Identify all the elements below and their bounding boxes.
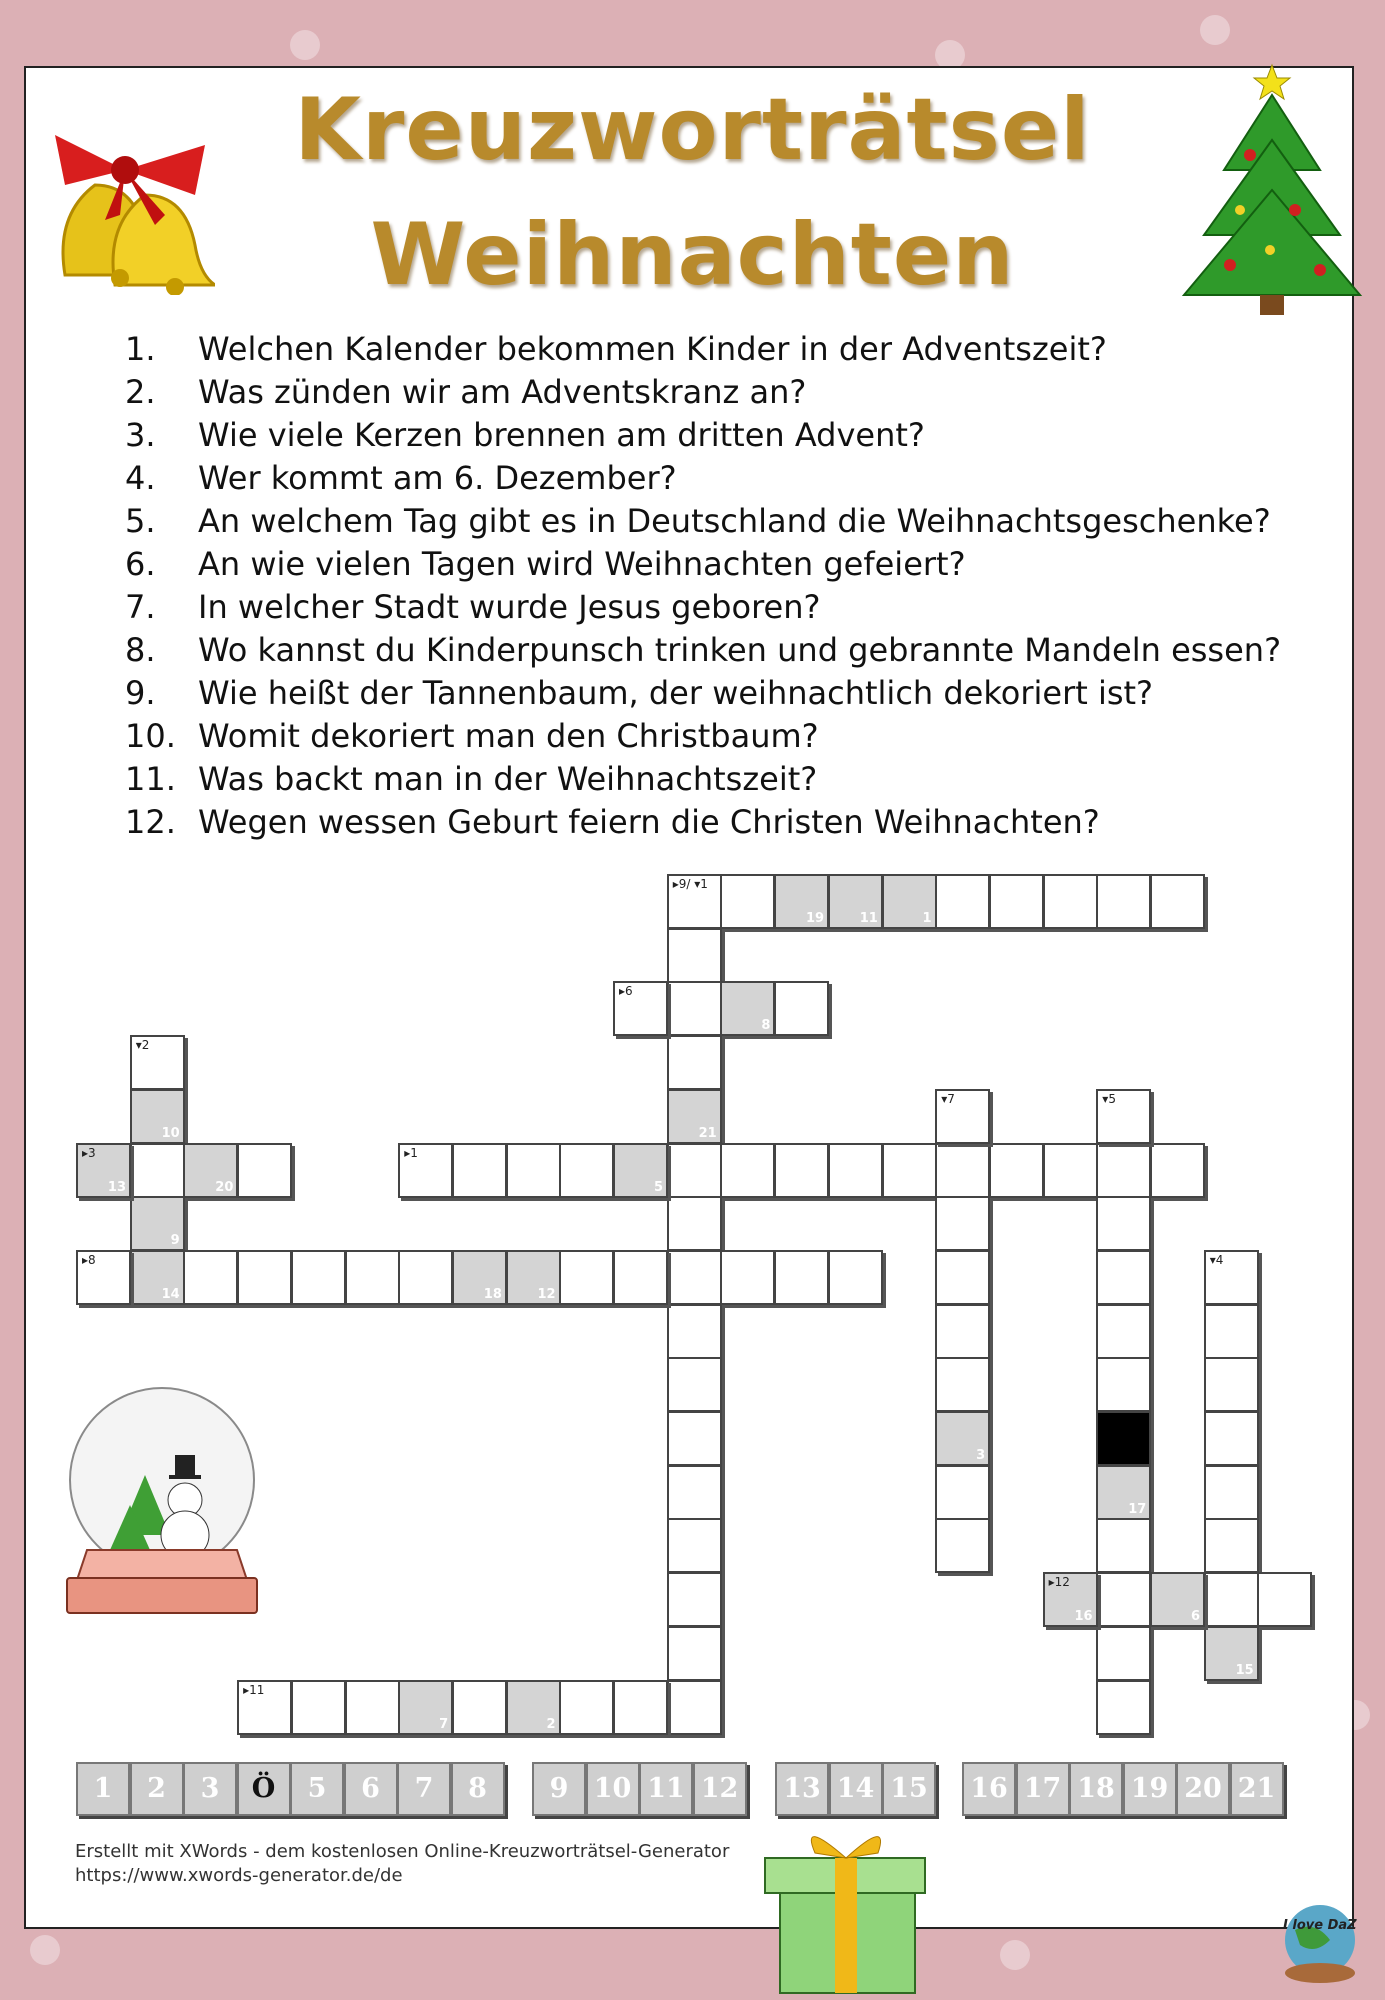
solution-index: 12 — [537, 1286, 556, 1302]
clue-number-label: ▸8 — [82, 1252, 96, 1267]
crossword-cell[interactable] — [183, 1250, 238, 1305]
crossword-cell[interactable] — [1096, 1626, 1151, 1681]
clue-number-label: ▾5 — [1102, 1091, 1116, 1106]
crossword-cell[interactable] — [1150, 1143, 1205, 1198]
crossword-cell[interactable] — [559, 1250, 614, 1305]
solution-index: 8 — [761, 1018, 771, 1034]
crossword-cell[interactable] — [1096, 874, 1151, 929]
christmas-tree-icon — [1180, 60, 1365, 320]
solution-index: 6 — [1190, 1609, 1200, 1625]
crossword-cell[interactable] — [935, 1250, 990, 1305]
crossword-cell[interactable] — [667, 1143, 722, 1198]
crossword-cell[interactable] — [1150, 874, 1205, 929]
solution-cell[interactable]: 15 — [882, 1762, 936, 1816]
clue-item: 10. Womit dekoriert man den Christbaum? — [125, 717, 819, 755]
crossword-cell[interactable] — [1043, 1572, 1098, 1627]
crossword-cell[interactable] — [559, 1143, 614, 1198]
crossword-cell[interactable] — [130, 1089, 185, 1144]
logo-icon — [1270, 1885, 1370, 1985]
crossword-cell[interactable] — [828, 1143, 883, 1198]
crossword-cell[interactable] — [1096, 1465, 1151, 1520]
solution-index: 11 — [859, 911, 878, 926]
crossword-cell[interactable] — [667, 1465, 722, 1520]
crossword-cell[interactable] — [1096, 1572, 1151, 1627]
clue-number-label: ▸11 — [243, 1682, 265, 1697]
clue-item: 6. An wie vielen Tagen wird Weihnachten gefeiert? — [125, 545, 966, 583]
crossword-cell[interactable] — [667, 1572, 722, 1627]
crossword-cell[interactable] — [1204, 1465, 1259, 1520]
solution-index: 14 — [161, 1286, 180, 1302]
crossword-cell[interactable] — [774, 1143, 829, 1198]
crossword-cell[interactable] — [559, 1680, 614, 1735]
solution-cell[interactable]: 18 — [1069, 1762, 1123, 1816]
crossword-cell[interactable] — [1096, 1143, 1151, 1198]
crossword-cell[interactable] — [130, 1035, 185, 1090]
solution-cell[interactable]: 3 — [183, 1762, 237, 1816]
solution-index: 21 — [698, 1125, 717, 1141]
crossword-cell[interactable] — [1204, 1357, 1259, 1412]
solution-index: 7 — [439, 1716, 449, 1732]
crossword-cell[interactable] — [130, 1250, 185, 1305]
solution-index: 18 — [483, 1286, 502, 1302]
crossword-cell[interactable] — [613, 1680, 668, 1735]
crossword-cell[interactable] — [1204, 1572, 1259, 1627]
crossword-cell[interactable] — [720, 1143, 775, 1198]
crossword-cell[interactable] — [667, 1626, 722, 1681]
clue-number-label: ▸3 — [82, 1145, 96, 1160]
solution-cell[interactable]: 9 — [532, 1762, 586, 1816]
solution-cell[interactable]: 10 — [586, 1762, 640, 1816]
solution-cell[interactable]: 5 — [290, 1762, 344, 1816]
crossword-cell[interactable] — [935, 1518, 990, 1573]
crossword-cell[interactable] — [291, 1680, 346, 1735]
crossword-cell[interactable] — [774, 981, 829, 1036]
solution-cell[interactable]: 21 — [1230, 1762, 1284, 1816]
crossword-cell[interactable] — [398, 1250, 453, 1305]
crossword-cell[interactable] — [398, 1680, 453, 1735]
crossword-cell[interactable] — [935, 1411, 990, 1466]
crossword-cell[interactable] — [882, 1143, 937, 1198]
clue-list — [125, 330, 1281, 846]
solution-index: 3 — [976, 1448, 986, 1463]
crossword-cell[interactable] — [452, 1680, 507, 1735]
crossword-cell[interactable] — [1204, 1250, 1259, 1305]
clue-number-label: ▸6 — [619, 984, 633, 999]
clue-item: 9. Wie heißt der Tannenbaum, der weihnachtlich dekoriert ist? — [125, 674, 1154, 712]
solution-index: 2 — [546, 1716, 556, 1732]
clue-item: 8. Wo kannst du Kinderpunsch trinken und gebrannte Mandeln essen? — [125, 631, 1282, 669]
solution-cell[interactable]: 6 — [344, 1762, 398, 1816]
crossword-cell[interactable] — [1204, 1411, 1259, 1466]
solution-index: 19 — [806, 911, 825, 926]
crossword-cell[interactable] — [667, 1089, 722, 1144]
crossword-cell[interactable] — [935, 1089, 990, 1144]
crossword-cell[interactable] — [1043, 874, 1098, 929]
crossword-cell[interactable] — [130, 1143, 185, 1198]
solution-index: 16 — [1074, 1609, 1093, 1625]
solution-cell[interactable]: 19 — [1123, 1762, 1177, 1816]
solution-cell[interactable]: 12 — [693, 1762, 747, 1816]
crossword-cell[interactable] — [1204, 1518, 1259, 1573]
crossword-cell[interactable] — [935, 1465, 990, 1520]
solution-index: 9 — [170, 1233, 180, 1249]
crossword-cell[interactable] — [1096, 1518, 1151, 1573]
crossword-cell[interactable] — [237, 1250, 292, 1305]
crossword-cell[interactable] — [183, 1143, 238, 1198]
crossword-cell[interactable] — [613, 981, 668, 1036]
crossword-cell[interactable] — [667, 1304, 722, 1359]
crossword-cell[interactable] — [291, 1250, 346, 1305]
crossword-cell[interactable] — [935, 1196, 990, 1251]
clue-item: 12. Wegen wessen Geburt feiern die Christen Weihnachten? — [125, 803, 1100, 841]
solution-cell[interactable]: 7 — [397, 1762, 451, 1816]
solution-cell[interactable]: 8 — [451, 1762, 505, 1816]
crossword-cell[interactable] — [506, 1680, 561, 1735]
crossword-cell[interactable] — [452, 1143, 507, 1198]
crossword-cell[interactable] — [237, 1680, 292, 1735]
solution-index: 10 — [161, 1125, 180, 1141]
crossword-cell[interactable] — [667, 1680, 722, 1735]
crossword-cell[interactable] — [667, 1357, 722, 1412]
crossword-cell[interactable] — [1257, 1572, 1312, 1627]
crossword-cell[interactable] — [1150, 1572, 1205, 1627]
crossword-cell[interactable] — [935, 1143, 990, 1198]
crossword-cell[interactable] — [1096, 1304, 1151, 1359]
solution-cell[interactable]: 14 — [829, 1762, 883, 1816]
solution-cell[interactable]: 17 — [1016, 1762, 1070, 1816]
crossword-cell[interactable] — [828, 1250, 883, 1305]
crossword-cell[interactable] — [667, 981, 722, 1036]
crossword-cell[interactable] — [882, 874, 937, 929]
crossword-cell[interactable] — [1096, 1250, 1151, 1305]
crossword-cell[interactable] — [828, 874, 883, 929]
solution-cell[interactable]: 20 — [1176, 1762, 1230, 1816]
crossword-cell[interactable] — [935, 1357, 990, 1412]
crossword-cell[interactable] — [1096, 1680, 1151, 1735]
solution-index: 1 — [922, 911, 932, 926]
crossword-cell[interactable] — [1204, 1304, 1259, 1359]
crossword-cell[interactable] — [1043, 1143, 1098, 1198]
crossword-cell[interactable] — [1204, 1626, 1259, 1681]
crossword-cell[interactable] — [720, 1250, 775, 1305]
crossword-cell[interactable] — [506, 1143, 561, 1198]
crossword-cell[interactable] — [667, 1411, 722, 1466]
crossword-cell[interactable] — [667, 1518, 722, 1573]
solution-index: 15 — [1235, 1662, 1254, 1678]
clue-item: 7. In welcher Stadt wurde Jesus geboren? — [125, 588, 821, 626]
crossword-cell[interactable] — [1096, 1357, 1151, 1412]
crossword-cell[interactable] — [237, 1143, 292, 1198]
clue-number-label: ▾7 — [941, 1091, 955, 1106]
crossword-cell[interactable] — [720, 981, 775, 1036]
solution-index: 17 — [1128, 1501, 1147, 1517]
crossword-cell[interactable] — [667, 1035, 722, 1090]
clue-number-label: ▸12 — [1048, 1575, 1070, 1590]
crossword-cell[interactable] — [667, 1250, 722, 1305]
clue-item: 1. Welchen Kalender bekommen Kinder in der Adventszeit? — [125, 330, 1107, 368]
footer-credit: Erstellt mit XWords - dem kostenlosen Online-Kreuzworträtsel-Generator — [75, 1841, 730, 1862]
clue-number-label: ▾2 — [135, 1038, 150, 1053]
solution-cell[interactable]: 13 — [775, 1762, 829, 1816]
crossword-cell[interactable] — [667, 1196, 722, 1251]
title-line-2: Weihnachten — [370, 205, 1015, 305]
crossword-cell[interactable] — [935, 1304, 990, 1359]
solution-cell[interactable]: Ö — [237, 1762, 291, 1816]
crossword-cell[interactable] — [1096, 1196, 1151, 1251]
christmas-bells-icon — [25, 125, 215, 295]
clue-item: 2. Was zünden wir am Adventskranz an? — [125, 373, 807, 411]
clue-number-label: ▸9/ ▾1 — [672, 877, 708, 891]
crossword-cell[interactable] — [506, 1250, 561, 1305]
crossword-cell[interactable] — [76, 1250, 131, 1305]
clue-number-label: ▾4 — [1209, 1252, 1224, 1267]
crossword-cell[interactable] — [398, 1143, 453, 1198]
crossword-cell[interactable] — [667, 874, 722, 929]
snow-globe-icon — [65, 1385, 265, 1620]
solution-index: 13 — [107, 1179, 126, 1195]
crossword-cell[interactable] — [76, 1143, 131, 1198]
crossword-cell[interactable] — [613, 1143, 668, 1198]
crossword-cell[interactable] — [667, 928, 722, 983]
solution-cell[interactable]: 16 — [962, 1762, 1016, 1816]
crossword-cell[interactable] — [345, 1250, 400, 1305]
crossword-cell[interactable] — [774, 874, 829, 929]
crossword-cell[interactable] — [345, 1680, 400, 1735]
crossword-cell[interactable] — [989, 1143, 1044, 1198]
crossword-cell[interactable] — [130, 1196, 185, 1251]
clue-item: 11. Was backt man in der Weihnachtszeit? — [125, 760, 818, 798]
solution-index: 20 — [215, 1179, 234, 1195]
crossword-cell[interactable] — [613, 1250, 668, 1305]
clue-item: 4. Wer kommt am 6. Dezember? — [125, 459, 677, 497]
crossword-cell[interactable] — [1096, 1089, 1151, 1144]
clue-item: 5. An welchem Tag gibt es in Deutschland die Weihnachtsgeschenke? — [125, 502, 1271, 540]
solution-cell[interactable]: 1 — [76, 1762, 130, 1816]
solution-cell[interactable]: 11 — [639, 1762, 693, 1816]
footer-url: https://www.xwords-generator.de/de — [75, 1865, 403, 1886]
crossword-cell[interactable] — [1096, 1411, 1151, 1466]
logo-caption: I love DaZ — [1283, 1918, 1357, 1933]
gift-box-icon — [760, 1828, 935, 1998]
crossword-cell[interactable] — [935, 874, 990, 929]
title-line-1: Kreuzworträtsel — [294, 80, 1091, 180]
crossword-cell[interactable] — [774, 1250, 829, 1305]
crossword-cell[interactable] — [452, 1250, 507, 1305]
crossword-cell[interactable] — [720, 874, 775, 929]
clue-number-label: ▸1 — [404, 1145, 418, 1160]
solution-cell[interactable]: 2 — [130, 1762, 184, 1816]
solution-index: 5 — [653, 1179, 663, 1195]
crossword-cell[interactable] — [989, 874, 1044, 929]
clue-item: 3. Wie viele Kerzen brennen am dritten Advent? — [125, 416, 925, 454]
